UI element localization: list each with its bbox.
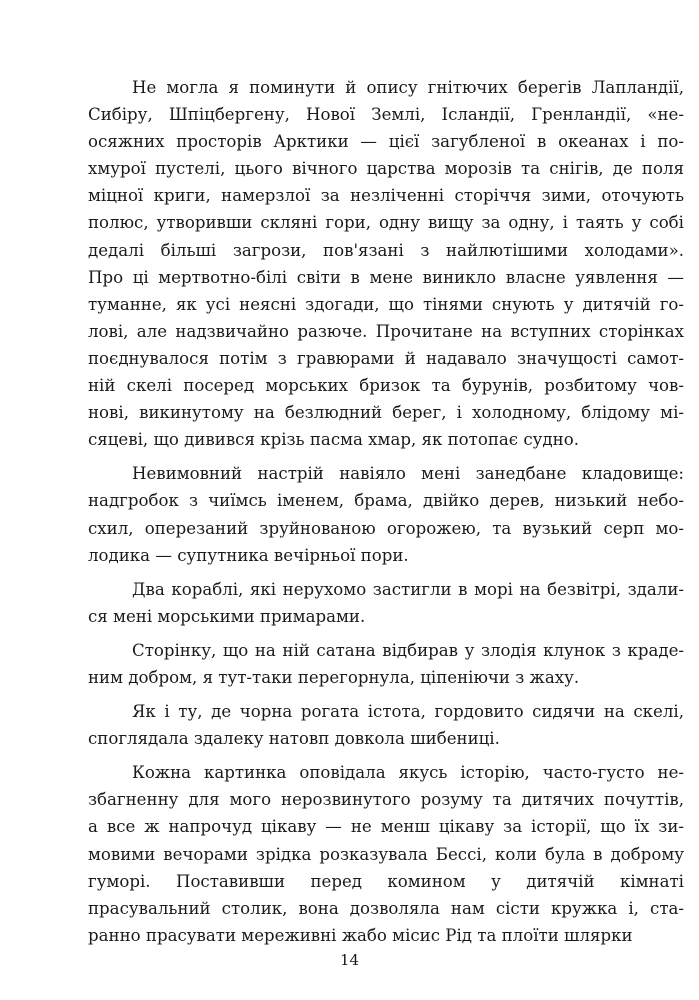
text-line: Сторінку, що на ній сатана відбирав у злодія клунок з краде- xyxy=(132,640,684,660)
text-line: Про ці мертвотно-білі світи в мене виникло власне уявлення — xyxy=(88,267,684,287)
text-line: нові, викинутому на безлюдний берег, і холодному, блідому мі- xyxy=(88,403,684,423)
text-line: осяжних просторів Арктики — цієї загубленої в океанах і по- xyxy=(88,132,684,152)
text-line: поєднувалося потім з гравюрами й надавало значущості самот- xyxy=(88,348,684,368)
text-line: полюс, утворивши скляні гори, одну вищу за одну, і таять у собі xyxy=(88,213,684,233)
text-line: лодика — супутника вечірньої пори. xyxy=(88,545,409,565)
paragraph xyxy=(88,460,684,568)
text-line: споглядала здалеку натовп довкола шибениці. xyxy=(88,729,500,749)
text-line: а все ж напрочуд цікаву — не менш цікаву за історії, що їх зи- xyxy=(88,817,684,837)
paragraph xyxy=(88,74,684,453)
text-line: міцної криги, намерзлої за незліченні сторіччя зими, оточують xyxy=(88,186,684,206)
text-line: надгробок з чиїмсь іменем, брама, двійко дерев, низький небо- xyxy=(88,491,684,511)
paragraph xyxy=(88,637,684,691)
text-line: схил, оперезаний зруйнованою огорожею, та вузький серп мо- xyxy=(88,518,684,538)
text-line: лові, але надзвичайно разюче. Прочитане на вступних сторінках xyxy=(88,321,684,341)
page-number: 14 xyxy=(339,951,360,969)
text-line: ним добром, я тут-таки перегорнула, ціпеніючи з жаху. xyxy=(88,667,580,687)
text-line: туманне, як усі неясні здогади, що тінями снують у дитячій го- xyxy=(88,294,684,314)
text-line: сяцеві, що дивився крізь пасма хмар, як потопає судно. xyxy=(88,430,579,450)
text-line: Два кораблі, які нерухомо застигли в морі на безвітрі, здали- xyxy=(132,579,684,599)
paragraph xyxy=(88,698,684,752)
text-line: мовими вечорами зрідка розказувала Бессі, коли була в доброму xyxy=(88,844,684,864)
text-line: ранно прасувати мереживні жабо місис Рід та плоїти шлярки xyxy=(88,925,633,945)
text-line: збагненну для мого нерозвинутого розуму та дитячих почуттів, xyxy=(88,790,684,810)
text-line: Невимовний настрій навіяло мені занедбане кладовище: xyxy=(132,464,684,484)
text-line: гуморі. Поставивши перед комином у дитячій кімнаті xyxy=(88,871,684,891)
paragraph xyxy=(88,576,684,630)
text-line: дедалі більші загрози, пов'язані з найлютішими холодами». xyxy=(88,240,684,260)
text-line: ній скелі посеред морських бризок та бурунів, розбитому чов- xyxy=(88,376,684,396)
text-line: Як і ту, де чорна рогата істота, гордовито сидячи на скелі, xyxy=(132,702,684,722)
paragraph xyxy=(88,759,684,949)
text-line: Кожна картинка оповідала якусь історію, часто-густо не- xyxy=(132,763,684,783)
body-text xyxy=(88,74,684,949)
text-line: ся мені морськими примарами. xyxy=(88,606,366,626)
text-line: хмурої пустелі, цього вічного царства морозів та снігів, де поля xyxy=(88,159,684,179)
text-line: прасувальний столик, вона дозволяла нам сісти кружка і, ста- xyxy=(88,898,684,918)
text-line: Сибіру, Шпіцбергену, Нової Землі, Ісландії, Гренландії, «не- xyxy=(88,105,684,125)
text-line: Не могла я поминути й опису гнітючих берегів Лапландії, xyxy=(132,78,684,97)
